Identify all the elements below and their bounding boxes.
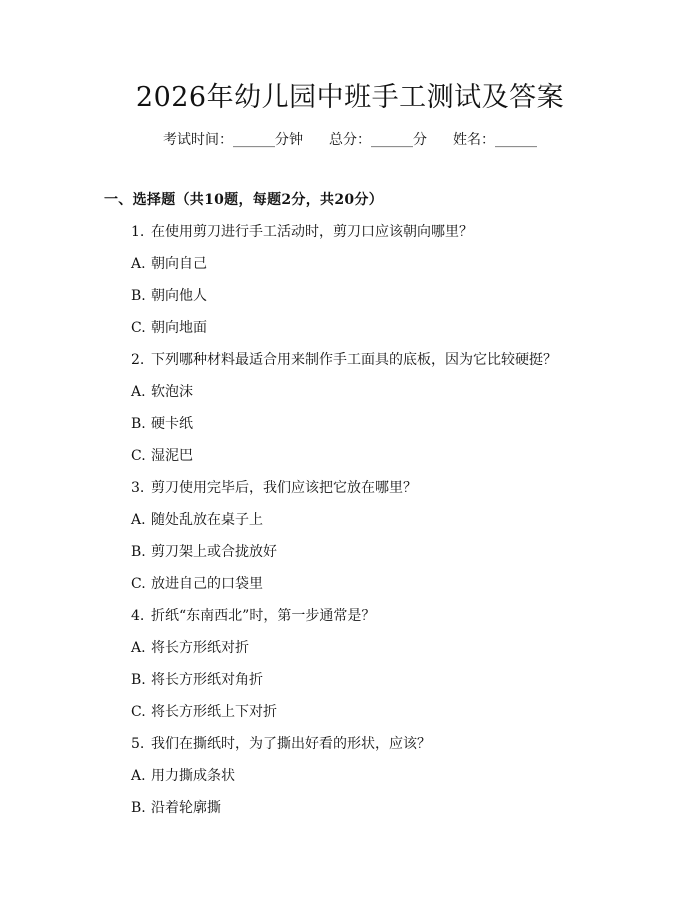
question-text: 在使用剪刀进行手工活动时，剪刀口应该朝向哪里？ bbox=[151, 224, 473, 240]
option bbox=[131, 573, 601, 605]
option-text: 湿泥巴 bbox=[151, 448, 193, 464]
question-list bbox=[131, 221, 601, 829]
option bbox=[131, 765, 601, 797]
question-number: 4. bbox=[131, 608, 145, 624]
question-number: 1. bbox=[131, 224, 145, 240]
option bbox=[131, 445, 601, 477]
option-letter: A. bbox=[131, 512, 146, 528]
option bbox=[131, 797, 601, 829]
option-letter: C. bbox=[131, 704, 146, 720]
option bbox=[131, 317, 601, 349]
option-text: 用力撕成条状 bbox=[151, 768, 235, 784]
question-text: 我们在撕纸时，为了撕出好看的形状，应该？ bbox=[151, 736, 431, 752]
question-stem bbox=[131, 477, 601, 509]
option-letter: B. bbox=[131, 288, 146, 304]
question-number: 3. bbox=[131, 480, 145, 496]
option-text: 将长方形纸上下对折 bbox=[151, 704, 277, 720]
question-text: 折纸“东南西北”时，第一步通常是？ bbox=[151, 608, 376, 624]
exam-time-field: 考试时间：______分钟 bbox=[163, 132, 303, 148]
option-letter: B. bbox=[131, 416, 146, 432]
question-number: 2. bbox=[131, 352, 145, 368]
option-text: 朝向自己 bbox=[151, 256, 207, 272]
option bbox=[131, 253, 601, 285]
option-text: 软泡沫 bbox=[151, 384, 193, 400]
option bbox=[131, 669, 601, 701]
option-letter: C. bbox=[131, 320, 146, 336]
question-4 bbox=[131, 605, 601, 733]
option-text: 沿着轮廓撕 bbox=[151, 800, 221, 816]
total-score-field: 总分：______分 bbox=[329, 132, 427, 148]
question-text: 下列哪种材料最适合用来制作手工面具的底板，因为它比较硬挺？ bbox=[151, 352, 557, 368]
option bbox=[131, 413, 601, 445]
option-letter: B. bbox=[131, 800, 146, 816]
question-stem bbox=[131, 221, 601, 253]
question-number: 5. bbox=[131, 736, 145, 752]
option-letter: A. bbox=[131, 640, 146, 656]
option-text: 将长方形纸对折 bbox=[151, 640, 249, 656]
option bbox=[131, 285, 601, 317]
page-title: 2026年幼儿园中班手工测试及答案 bbox=[135, 82, 565, 113]
option bbox=[131, 541, 601, 573]
option bbox=[131, 701, 601, 733]
option-letter: C. bbox=[131, 576, 146, 592]
option-letter: B. bbox=[131, 544, 146, 560]
option-letter: B. bbox=[131, 672, 146, 688]
option-letter: C. bbox=[131, 448, 146, 464]
option-letter: A. bbox=[131, 256, 146, 272]
option-text: 将长方形纸对角折 bbox=[151, 672, 263, 688]
question-1 bbox=[131, 221, 601, 349]
exam-info bbox=[0, 130, 700, 150]
section-title: 一、选择题（共10题，每题2分，共20分） bbox=[104, 192, 384, 208]
question-5 bbox=[131, 733, 601, 829]
option-text: 剪刀架上或合拢放好 bbox=[151, 544, 277, 560]
option bbox=[131, 381, 601, 413]
option-text: 硬卡纸 bbox=[151, 416, 193, 432]
question-stem bbox=[131, 605, 601, 637]
option-letter: A. bbox=[131, 384, 146, 400]
option-letter: A. bbox=[131, 768, 146, 784]
option-text: 朝向他人 bbox=[151, 288, 207, 304]
option-text: 放进自己的口袋里 bbox=[151, 576, 263, 592]
question-stem bbox=[131, 733, 601, 765]
question-text: 剪刀使用完毕后，我们应该把它放在哪里？ bbox=[151, 480, 417, 496]
question-3 bbox=[131, 477, 601, 605]
question-stem bbox=[131, 349, 601, 381]
option bbox=[131, 637, 601, 669]
student-name-field: 姓名：______ bbox=[453, 132, 537, 148]
option bbox=[131, 509, 601, 541]
option-text: 随处乱放在桌子上 bbox=[151, 512, 263, 528]
option-text: 朝向地面 bbox=[151, 320, 207, 336]
question-2 bbox=[131, 349, 601, 477]
